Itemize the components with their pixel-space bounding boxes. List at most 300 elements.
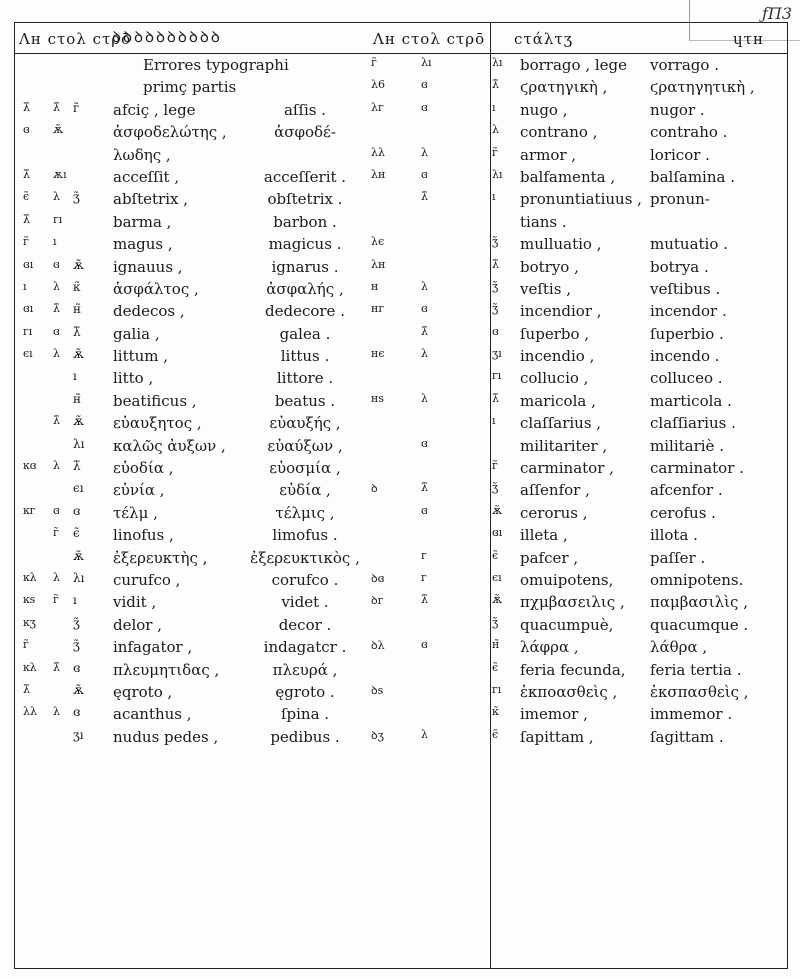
errata-row xyxy=(490,546,787,568)
page-ref: ɞ xyxy=(23,123,30,137)
error-text: beatificus , xyxy=(113,391,197,410)
errata-row xyxy=(15,613,490,635)
correction-text: εὐοσμία , xyxy=(269,459,341,478)
errata-row xyxy=(490,277,787,299)
correction-text: ἀσφαλής , xyxy=(266,279,344,298)
column-ref-2: λ̃ xyxy=(421,190,428,204)
error-text: ęqroto , xyxy=(113,682,173,701)
errata-row xyxy=(490,366,787,388)
error-text: carminator , xyxy=(520,459,614,478)
page-ref: λ̃ xyxy=(23,167,30,181)
line-ref: ѫ̃ xyxy=(73,548,85,563)
errata-row xyxy=(490,590,787,612)
errata-row xyxy=(15,501,490,523)
correction-text: quacumque . xyxy=(650,615,749,634)
column-ref: λ xyxy=(53,347,60,361)
correction-text: ſuperbio . xyxy=(650,324,724,343)
errata-row xyxy=(15,411,490,433)
errata-row xyxy=(15,434,490,456)
page-ref: ĸλ xyxy=(23,570,37,584)
line-ref: г̃ xyxy=(492,145,498,159)
errata-row xyxy=(15,389,490,411)
errata-left-column xyxy=(15,53,490,747)
page-ref-2: г̃ xyxy=(371,56,377,69)
column-ref-2: λ xyxy=(421,279,428,293)
line-ref: ʒ̃ xyxy=(492,279,499,293)
column-ref: λ xyxy=(53,190,60,204)
error-text: πλευμητιδας , xyxy=(113,660,220,679)
correction-text: limofus . xyxy=(272,526,338,545)
page-ref: ĸs xyxy=(23,593,36,607)
line-ref: ѫ̃ xyxy=(73,682,85,697)
column-ref-2: ɞ xyxy=(421,302,428,316)
line-ref: ı xyxy=(492,100,496,114)
correction-text: barbon . xyxy=(273,212,337,231)
correction-text: mutuatio . xyxy=(650,235,728,254)
error-text: balfamenta , xyxy=(520,167,616,186)
correction-text: πλευρά , xyxy=(272,660,338,679)
column-ref-2: λ̃ xyxy=(421,481,428,495)
error-text: nudus pedes , xyxy=(113,727,219,746)
line-ref: ѫ̃ xyxy=(492,503,503,517)
errata-row xyxy=(490,187,787,209)
column-ref-2: λı xyxy=(421,56,432,69)
error-text: καλῶς ἀυξων , xyxy=(113,436,226,455)
errata-row xyxy=(490,635,787,657)
column-ref-2: λ xyxy=(421,347,428,361)
error-text: abſtetrix , xyxy=(113,190,188,209)
column-ref-2: г xyxy=(421,548,427,562)
column-ref: ѫ̃ xyxy=(53,123,64,137)
error-text: littum , xyxy=(113,347,169,366)
error-text: feria fecunda, xyxy=(520,660,626,679)
errata-row xyxy=(15,366,490,388)
correction-text: beatus . xyxy=(274,391,336,410)
error-text: dedecos , xyxy=(113,302,185,321)
errata-row xyxy=(15,143,490,165)
page-ref: λ̃ xyxy=(23,212,30,226)
errata-row xyxy=(15,658,490,680)
correction-text: claſſiarius . xyxy=(650,414,736,433)
error-text: ἀσφάλτος , xyxy=(113,279,199,298)
line-ref: н̃ xyxy=(73,391,81,406)
page-ref: гı xyxy=(23,324,33,338)
header-ornament: ꝺꝺꝺꝺꝺꝺꝺꝺꝺꝺ xyxy=(112,28,222,46)
line-ref: λ̃ xyxy=(73,459,81,474)
column-ref: ѫı xyxy=(53,167,67,181)
correction-text: feria tertia . xyxy=(650,660,742,679)
errata-row xyxy=(15,725,490,747)
error-text: mulluatio , xyxy=(520,235,602,254)
error-text: τέλμ , xyxy=(113,503,158,522)
errata-row xyxy=(490,210,787,232)
page-ref-2: λг xyxy=(371,100,384,114)
errata-row xyxy=(490,568,787,590)
correction-text: dedecore . xyxy=(265,302,345,321)
column-ref-2: ɞ xyxy=(421,503,428,517)
error-text: maricola , xyxy=(520,391,596,410)
correction-text: omnipotens. xyxy=(650,570,744,589)
errata-row xyxy=(490,143,787,165)
line-ref: є̃ xyxy=(73,526,80,541)
errata-row xyxy=(490,478,787,500)
correction-text: afcenfor . xyxy=(650,481,723,500)
line-ref: гı xyxy=(492,369,502,383)
page-ref-2: н xyxy=(371,279,379,293)
correction-text: ϛρατηγητικὴ , xyxy=(650,78,755,97)
error-text: omuipotens, xyxy=(520,570,614,589)
correction-text: loricor . xyxy=(650,145,710,164)
line-ref: λ̃ xyxy=(492,257,499,271)
page-ref: ɞı xyxy=(23,302,34,316)
column-ref-2: ɞ xyxy=(421,167,428,181)
correction-text: botrya . xyxy=(650,257,709,276)
errata-row xyxy=(15,568,490,590)
error-text: infagator , xyxy=(113,638,193,657)
errata-row xyxy=(15,523,490,545)
page-ref-2: ꝺs xyxy=(371,683,384,697)
error-text: εὐνία , xyxy=(113,481,165,500)
line-ref: ѫ̃ xyxy=(492,593,503,607)
line-ref: ı xyxy=(73,369,77,384)
page-ref-2: ꝺг xyxy=(371,594,384,608)
column-ref: ı xyxy=(53,235,57,249)
column-ref: λ̃ xyxy=(53,100,60,114)
correction-text: decor . xyxy=(278,615,332,634)
line-ref: є̃ xyxy=(492,660,499,674)
errata-row xyxy=(15,702,490,724)
correction-text: littore . xyxy=(276,369,334,388)
errata-row xyxy=(15,75,490,97)
correction-text: ęgroto . xyxy=(275,682,335,701)
correction-text: indagatcr . xyxy=(263,638,347,657)
correction-text: littus . xyxy=(280,347,330,366)
line-ref: єı xyxy=(73,481,84,496)
page-ref: ı xyxy=(23,279,27,293)
line-ref: λ̃ xyxy=(73,324,81,339)
column-ref-2: ɞ xyxy=(421,100,428,114)
correction-text: carminator . xyxy=(650,459,744,478)
error-text: tians . xyxy=(520,212,567,231)
error-text: galia , xyxy=(113,324,160,343)
line-ref: ɞı xyxy=(492,526,503,540)
line-ref: λ̃ xyxy=(492,78,499,92)
page-ref: ĸλ xyxy=(23,660,37,674)
error-text: botryo , xyxy=(520,257,579,276)
errata-row xyxy=(490,322,787,344)
correction-text: εὐδία , xyxy=(279,481,331,500)
correction-text: cerofus . xyxy=(650,503,716,522)
page-ref: ɞı xyxy=(23,257,34,271)
correction-text: obſtetrix . xyxy=(267,190,343,209)
line-ref: ɞ xyxy=(73,503,81,518)
line-ref: λ xyxy=(492,123,499,137)
error-text: delor , xyxy=(113,615,163,634)
column-ref: ɞ xyxy=(53,257,60,271)
error-text: λάφρα , xyxy=(520,638,579,657)
page-ref-2: нг xyxy=(371,302,385,316)
page-ref: г̃ xyxy=(23,235,29,249)
error-text: quacumpuè, xyxy=(520,615,614,634)
column-ref: ɞ xyxy=(53,324,60,338)
line-ref: λı xyxy=(492,167,503,181)
errata-row xyxy=(490,75,787,97)
header-corrige: ɥτн xyxy=(733,30,764,48)
errata-row xyxy=(15,98,490,120)
errata-right-column xyxy=(490,53,787,747)
correction-text: pedibus . xyxy=(270,727,340,746)
errata-row xyxy=(490,98,787,120)
errata-row xyxy=(490,523,787,545)
line-ref: λı xyxy=(492,56,503,69)
correction-text: εὐαύξων , xyxy=(267,436,343,455)
correction-text: λάθρα , xyxy=(650,638,708,657)
error-text: acceſſit , xyxy=(113,167,180,186)
errata-row xyxy=(490,613,787,635)
error-text: collucio , xyxy=(520,369,589,388)
errata-row xyxy=(490,658,787,680)
errata-row xyxy=(15,299,490,321)
page-ref: єı xyxy=(23,347,33,361)
correction-text: παμβασιλὶς , xyxy=(650,593,748,612)
correction-text: galea . xyxy=(279,324,331,343)
error-text: primç partis xyxy=(143,78,237,97)
error-text: afciç , lege xyxy=(113,100,196,119)
page-ref: г̃ xyxy=(23,638,29,652)
error-text: ἀσφοδελώτης , xyxy=(113,123,227,142)
errata-body xyxy=(15,53,787,968)
errata-row xyxy=(15,53,490,75)
error-text: ſapittam , xyxy=(520,727,594,746)
errata-row xyxy=(15,165,490,187)
page-ref-2: λλ xyxy=(371,145,385,159)
errata-row xyxy=(490,389,787,411)
error-text: ἐξερευκτὴς , xyxy=(113,548,208,567)
line-ref: λ̃ xyxy=(492,391,499,405)
table-header xyxy=(15,23,787,54)
correction-text: ἀσφοδέ- xyxy=(274,123,336,142)
error-text: vidit , xyxy=(113,593,157,612)
line-ref: ĸ̃ xyxy=(73,279,81,294)
error-text: incendio , xyxy=(520,347,595,366)
error-text: borrago , lege xyxy=(520,56,628,74)
correction-text: paſſer . xyxy=(650,548,706,567)
correction-text: ἐξερευκτικὸς , xyxy=(250,548,360,567)
errata-row xyxy=(490,702,787,724)
line-ref: ʒ̃ xyxy=(73,638,80,653)
line-ref: ѫ̃ xyxy=(73,347,85,362)
errata-row xyxy=(490,344,787,366)
header-mid-columns: Λн ϲτολ ϲτρō xyxy=(373,30,486,48)
errata-row xyxy=(490,680,787,702)
error-text: ſuperbo , xyxy=(520,324,590,343)
correction-text: magicus . xyxy=(268,235,342,254)
errata-row xyxy=(15,344,490,366)
line-ref: н̃ xyxy=(73,302,81,317)
correction-text: τέλμις , xyxy=(275,503,335,522)
error-text: cerorus , xyxy=(520,503,588,522)
errata-row xyxy=(490,165,787,187)
column-ref: λ xyxy=(53,459,60,473)
error-text: illeta , xyxy=(520,526,568,545)
column-ref: λ xyxy=(53,570,60,584)
errata-row xyxy=(15,590,490,612)
correction-text: ἐκσπασθεὶς , xyxy=(650,682,749,701)
error-text: εὐοδία , xyxy=(113,459,174,478)
correction-text: balſamina . xyxy=(650,167,735,186)
line-ref: ѫ̃ xyxy=(73,414,85,429)
line-ref: н̃ xyxy=(492,638,500,652)
column-ref-2: λ xyxy=(421,145,428,159)
error-text: nugo , xyxy=(520,100,568,119)
line-ref: ĸ̃ xyxy=(492,705,499,719)
line-ref: λı xyxy=(73,436,85,451)
error-text: πχμβασειλις , xyxy=(520,593,625,612)
errata-row xyxy=(490,434,787,456)
column-ref-2: λ xyxy=(421,727,428,741)
errata-row xyxy=(15,322,490,344)
column-ref: г̃ xyxy=(53,593,59,607)
page-ref: λ̃ xyxy=(23,682,30,696)
error-text: λωδης , xyxy=(113,145,171,164)
errata-row xyxy=(15,478,490,500)
error-text: barma , xyxy=(113,212,172,231)
errata-row xyxy=(490,501,787,523)
line-ref: ʒ̃ xyxy=(492,481,499,495)
error-text: ϛρατηγικὴ , xyxy=(520,78,608,97)
errata-row xyxy=(490,232,787,254)
page-ref-2: λн xyxy=(371,167,386,181)
line-ref: є̃ xyxy=(492,548,499,562)
correction-text: veſtibus . xyxy=(650,279,721,298)
column-ref-2: ɞ xyxy=(421,638,428,652)
error-text: curufco , xyxy=(113,570,181,589)
error-text: ignauus , xyxy=(113,257,183,276)
error-text: incendior , xyxy=(520,302,602,321)
correction-text: illota . xyxy=(650,526,698,545)
errata-row xyxy=(490,456,787,478)
error-text: contrano , xyxy=(520,123,598,142)
errata-row xyxy=(15,456,490,478)
errata-row xyxy=(15,210,490,232)
correction-text: ſagittam . xyxy=(650,727,724,746)
line-ref: ı xyxy=(73,593,77,608)
page-ref-2: ꝺʒ xyxy=(371,728,384,742)
correction-text: incendor . xyxy=(650,302,727,321)
line-ref: єı xyxy=(492,570,502,584)
correction-text: corufco . xyxy=(271,570,339,589)
folio-number: ƒП3 xyxy=(761,4,792,23)
line-ref: λı xyxy=(73,570,85,585)
line-ref: ʒı xyxy=(492,347,502,361)
page-ref-2: нє xyxy=(371,347,385,361)
column-ref: г̃ xyxy=(53,526,59,540)
error-text: ἐκποασθεὶς , xyxy=(520,682,618,701)
page-ref: ĸʒ xyxy=(23,615,36,629)
page-ref-2: λє xyxy=(371,235,385,249)
error-text: Errores typographi xyxy=(143,56,289,74)
column-ref-2: ɞ xyxy=(421,436,428,450)
line-ref: ʒ̃ xyxy=(492,302,499,316)
column-ref: гı xyxy=(53,212,63,226)
column-ref: λ̃ xyxy=(53,660,60,674)
column-ref: λ̃ xyxy=(53,414,60,428)
line-ref: ʒ̃ xyxy=(492,615,499,629)
page-ref: λ̃ xyxy=(23,100,30,114)
line-ref: гı xyxy=(492,682,502,696)
error-text: acanthus , xyxy=(113,705,192,724)
column-ref: λ̃ xyxy=(53,302,60,316)
error-text: veſtis , xyxy=(520,279,571,298)
errata-row xyxy=(490,411,787,433)
line-ref: ѫ̃ xyxy=(73,257,85,272)
error-text: litto , xyxy=(113,369,154,388)
line-ref: ɞ xyxy=(73,705,81,720)
errata-row xyxy=(15,255,490,277)
page-ref: є̃ xyxy=(23,190,30,204)
error-text: aſſenfor , xyxy=(520,481,590,500)
column-ref-2: λ xyxy=(421,391,428,405)
header-errata: ϲτάλτʒ xyxy=(514,30,574,48)
line-ref: г̃ xyxy=(73,100,80,115)
errata-row xyxy=(490,299,787,321)
correction-text: ſpina . xyxy=(280,705,330,724)
errata-row xyxy=(490,53,787,75)
line-ref: ɞ xyxy=(492,324,499,338)
error-text: armor , xyxy=(520,145,577,164)
page-ref-2: ꝺλ xyxy=(371,639,385,653)
errata-row xyxy=(15,680,490,702)
error-text: linofus , xyxy=(113,526,174,545)
error-text: militariter , xyxy=(520,436,608,455)
column-ref-2: ɞ xyxy=(421,78,428,92)
column-ref: ɞ xyxy=(53,503,60,517)
line-ref: ʒ̃ xyxy=(73,615,80,630)
correction-text: incendo . xyxy=(650,347,720,366)
error-text: claſſarius , xyxy=(520,414,602,433)
column-ref: λ xyxy=(53,279,60,293)
errata-row xyxy=(15,635,490,657)
correction-text: acceſſerit . xyxy=(263,167,347,186)
correction-text: contraho . xyxy=(650,123,728,142)
line-ref: ʒ̃ xyxy=(73,190,80,205)
errata-page xyxy=(14,22,788,969)
page-ref: λλ xyxy=(23,705,37,719)
error-text: pronuntiatiuus , xyxy=(520,190,642,209)
line-ref: г̃ xyxy=(492,459,498,473)
error-text: εὐαυξητος , xyxy=(113,414,202,433)
correction-text: videt . xyxy=(281,593,329,612)
page-ref: ĸɞ xyxy=(23,459,37,473)
error-text: pafcer , xyxy=(520,548,579,567)
page-ref-2: нs xyxy=(371,391,384,405)
correction-text: pronun- xyxy=(650,190,710,209)
errata-row xyxy=(490,255,787,277)
line-ref: ı xyxy=(492,190,496,204)
correction-text: nugor . xyxy=(650,100,705,119)
page-ref-2: λн xyxy=(371,257,386,271)
line-ref: ı xyxy=(492,414,496,428)
correction-text: ignarus . xyxy=(271,257,339,276)
column-ref-2: λ̃ xyxy=(421,593,428,607)
errata-row xyxy=(15,277,490,299)
correction-text: militariè . xyxy=(650,436,724,455)
errata-row xyxy=(15,187,490,209)
errata-row xyxy=(15,120,490,142)
correction-text: colluceo . xyxy=(650,369,723,388)
error-text: imemor , xyxy=(520,705,588,724)
page-ref-2: ꝺ xyxy=(371,482,378,496)
